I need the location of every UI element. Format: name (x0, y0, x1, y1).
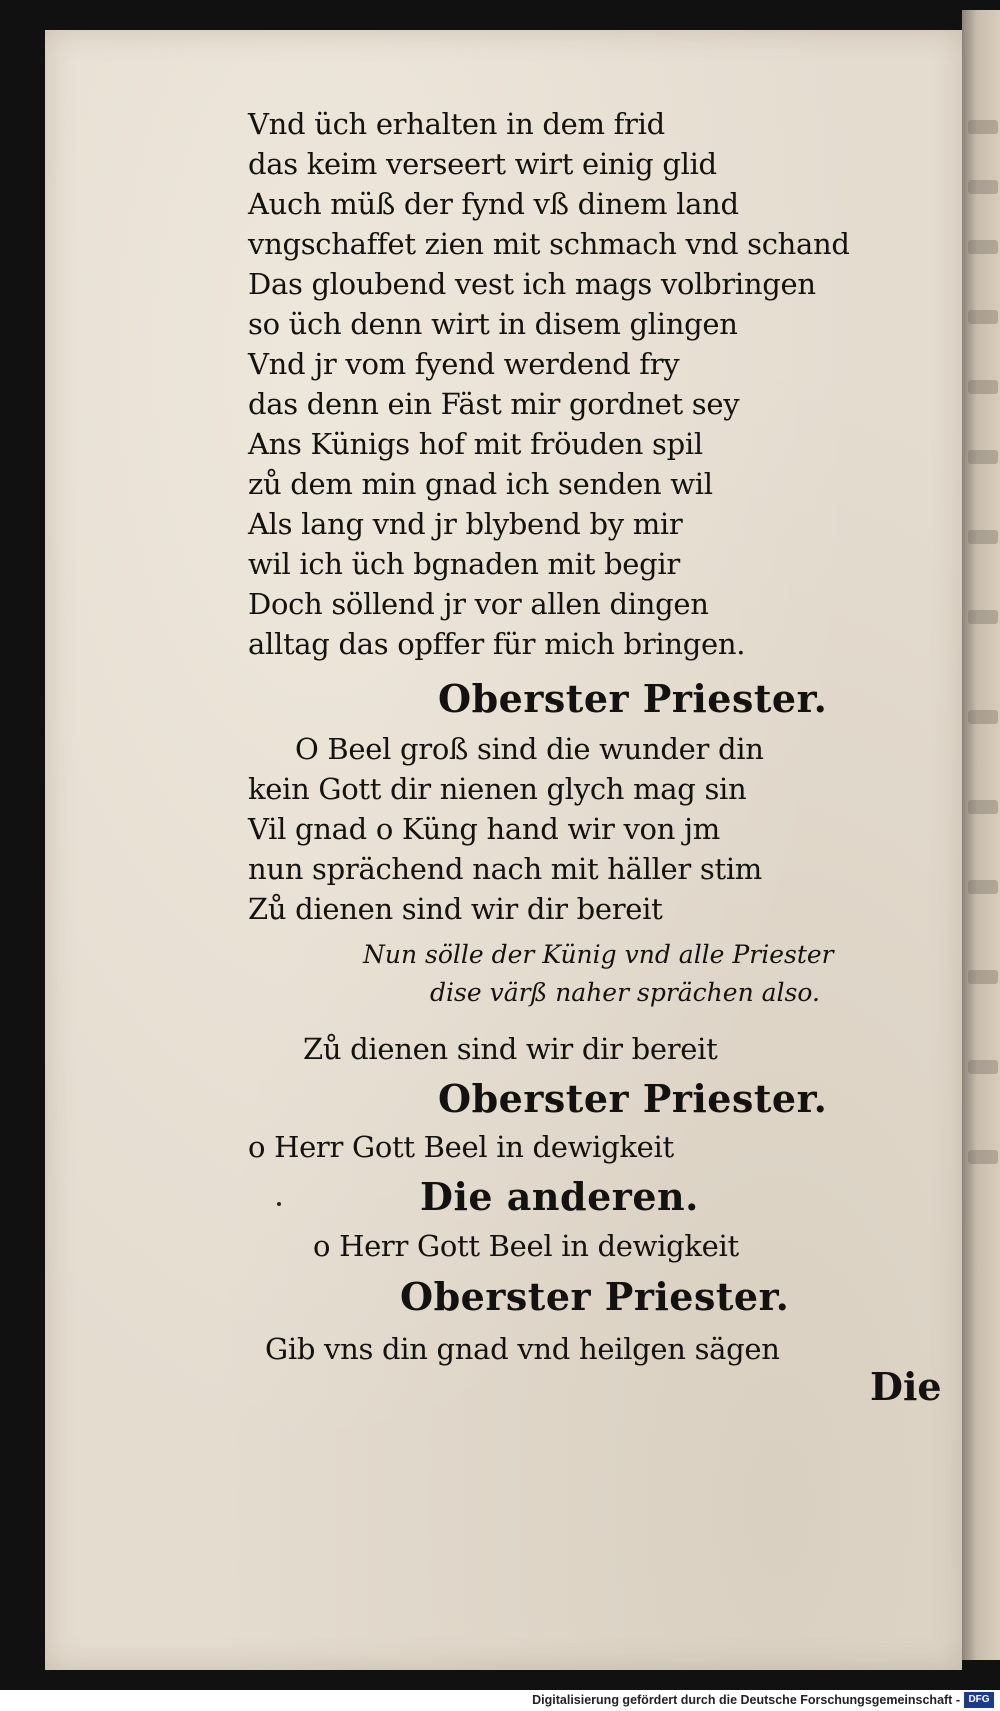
verse-line: Auch müß der fynd vß dinem land (248, 187, 739, 221)
bleed-through-mark (968, 240, 998, 254)
verse-line: so üch denn wirt in disem glingen (248, 307, 738, 341)
verse-line: Ans Künigs hof mit fröuden spil (248, 427, 703, 461)
bleed-through-mark (968, 970, 998, 984)
verse-line: O Beel groß sind die wunder din (295, 732, 764, 766)
stage-direction: dise värß naher sprächen also. (430, 978, 820, 1007)
verse-line: Gib vns din gnad vnd heilgen sägen (265, 1332, 780, 1366)
bleed-through-mark (968, 530, 998, 544)
bleed-through-mark (968, 1150, 998, 1164)
page-text (45, 30, 962, 1670)
verse-line: o Herr Gott Beel in dewigkeit (313, 1229, 739, 1263)
verse-line: das keim verseert wirt einig glid (248, 147, 717, 181)
speaker-heading: Oberster Priester. (438, 1076, 828, 1121)
verse-line: wil ich üch bgnaden mit begir (248, 547, 680, 581)
bleed-through-mark (968, 120, 998, 134)
catchword: Die (870, 1364, 942, 1409)
footer (0, 1690, 1000, 1711)
dfg-logo-icon: DFG (964, 1692, 994, 1708)
speaker-heading: Oberster Priester. (438, 676, 828, 721)
verse-line: Vnd jr vom fyend werdend fry (248, 347, 680, 381)
verse-line: Das gloubend vest ich mags volbringen (248, 267, 816, 301)
verse-line: alltag das opffer für mich bringen. (248, 627, 746, 661)
verse-line: o Herr Gott Beel in dewigkeit (248, 1130, 674, 1164)
next-page-edge (962, 10, 1000, 1660)
verse-line: Als lang vnd jr blybend by mir (248, 507, 683, 541)
bleed-through-mark (968, 710, 998, 724)
bleed-through-mark (968, 380, 998, 394)
stage-direction: Nun sölle der Künig vnd alle Priester (363, 940, 834, 969)
speaker-heading: Oberster Priester. (400, 1274, 790, 1319)
verse-line: Zů dienen sind wir dir bereit (303, 1032, 718, 1066)
bleed-through-mark (968, 800, 998, 814)
speaker-heading: Die anderen. (420, 1174, 699, 1219)
bleed-through-mark (968, 180, 998, 194)
funding-notice: Digitalisierung gefördert durch die Deutsche Forschungsgemeinschaft - (532, 1693, 960, 1707)
verse-line: kein Gott dir nienen glych mag sin (248, 772, 747, 806)
verse-line: zů dem min gnad ich senden wil (248, 467, 713, 501)
book-page (45, 30, 962, 1670)
verse-line: Vil gnad o Küng hand wir von jm (248, 812, 720, 846)
verse-line: Vnd üch erhalten in dem frid (248, 107, 665, 141)
bleed-through-mark (968, 450, 998, 464)
verse-line: das denn ein Fäst mir gordnet sey (248, 387, 740, 421)
bleed-through-mark (968, 1060, 998, 1074)
bleed-through-mark (968, 880, 998, 894)
verse-line: Doch söllend jr vor allen dingen (248, 587, 709, 621)
ink-speck (277, 1202, 281, 1206)
verse-line: vngschaffet zien mit schmach vnd schand (248, 227, 850, 261)
bleed-through-mark (968, 310, 998, 324)
verse-line: nun sprächend nach mit häller stim (248, 852, 763, 886)
verse-line: Zů dienen sind wir dir bereit (248, 892, 663, 926)
bleed-through-mark (968, 610, 998, 624)
